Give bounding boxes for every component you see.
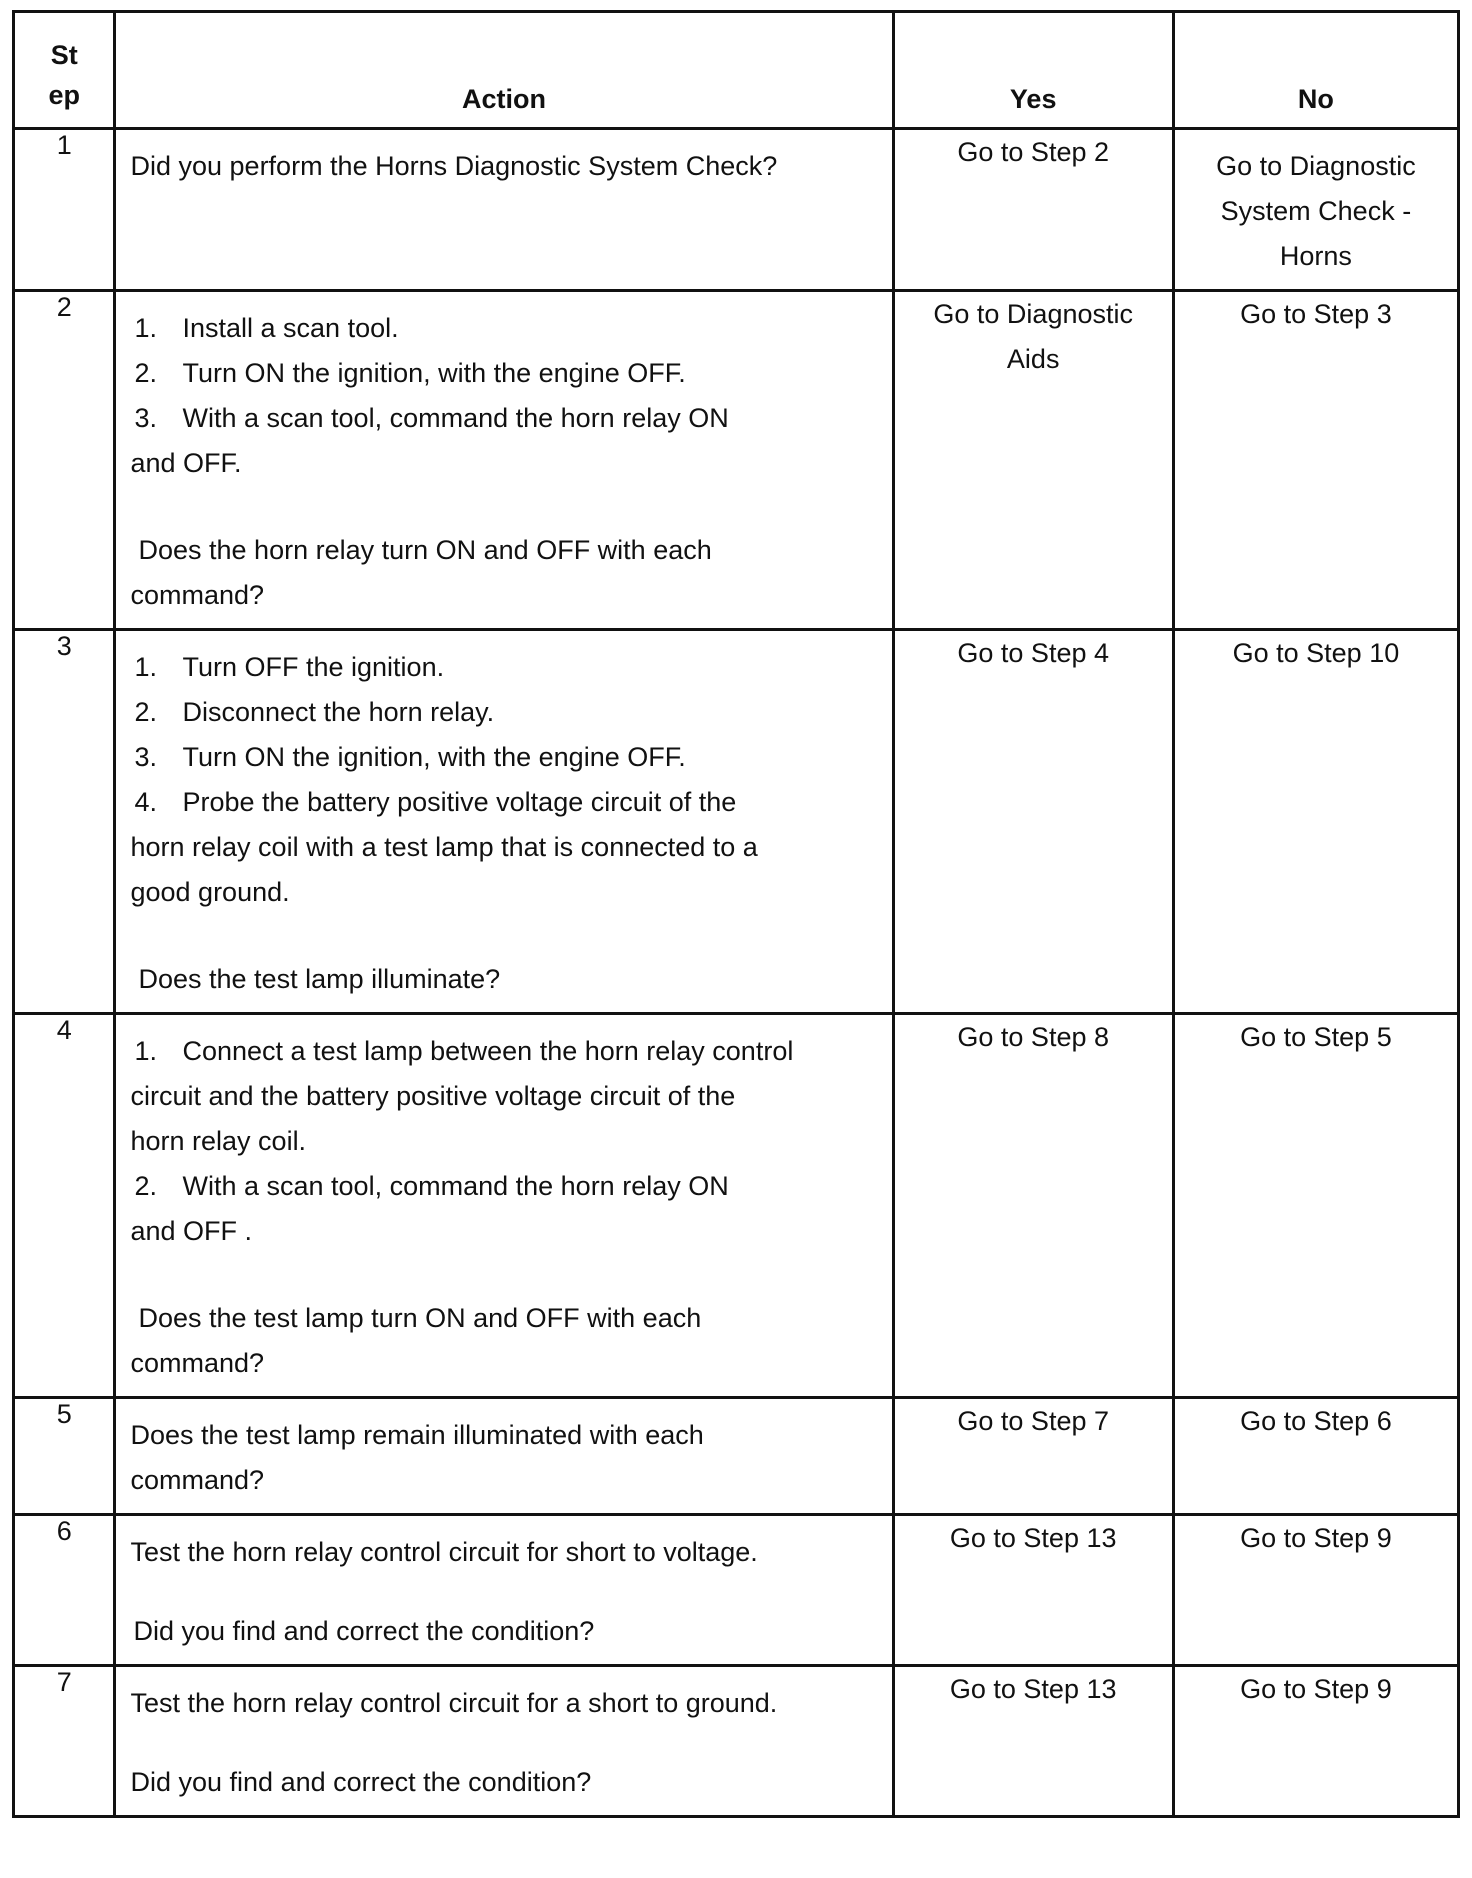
action-cell: Does the test lamp remain illuminated with each command? <box>115 1398 893 1515</box>
step-number: 7 <box>14 1666 115 1817</box>
yes-cell: Go to Step 13 <box>893 1666 1173 1817</box>
yes-header: Yes <box>893 12 1173 129</box>
table-row <box>14 129 1459 291</box>
no-cell: Go to Step 10 <box>1173 630 1458 1014</box>
diagnostic-table <box>12 10 1460 1818</box>
no-cell: Go to Step 3 <box>1173 291 1458 630</box>
action-cell: Test the horn relay control circuit for short to voltage. Did you find and correct the condition? <box>115 1515 893 1666</box>
step-number: 3 <box>14 630 115 1014</box>
yes-cell: Go to Step 13 <box>893 1515 1173 1666</box>
no-cell: Go to Diagnostic System Check - Horns <box>1173 129 1458 291</box>
table-row <box>14 630 1459 1014</box>
table-row <box>14 1666 1459 1817</box>
step-number: 4 <box>14 1014 115 1398</box>
table-row <box>14 291 1459 630</box>
table-row <box>14 1014 1459 1398</box>
action-cell: Did you perform the Horns Diagnostic System Check? <box>115 129 893 291</box>
yes-cell: Go to Step 7 <box>893 1398 1173 1515</box>
step-number: 1 <box>14 129 115 291</box>
yes-cell: Go to Step 4 <box>893 630 1173 1014</box>
no-cell: Go to Step 5 <box>1173 1014 1458 1398</box>
no-cell: Go to Step 6 <box>1173 1398 1458 1515</box>
yes-cell: Go to Step 8 <box>893 1014 1173 1398</box>
yes-cell: Go to Diagnostic Aids <box>893 291 1173 630</box>
action-cell: 1. Install a scan tool. 2. Turn ON the ignition, with the engine OFF. 3. With a scan tool, command the horn relay ON and OFF. Does the horn relay turn ON and OFF with each command? <box>115 291 893 630</box>
step-number: 5 <box>14 1398 115 1515</box>
header-row <box>14 12 1459 129</box>
step-number: 6 <box>14 1515 115 1666</box>
no-cell: Go to Step 9 <box>1173 1666 1458 1817</box>
action-cell: 1. Turn OFF the ignition. 2. Disconnect the horn relay. 3. Turn ON the ignition, with the engine OFF. 4. Probe the battery positive voltage circuit of the horn relay coil with a test lamp that is connected to a good ground. Does the test lamp illuminate? <box>115 630 893 1014</box>
yes-cell: Go to Step 2 <box>893 129 1173 291</box>
action-cell: 1. Connect a test lamp between the horn relay control circuit and the battery positive voltage circuit of the horn relay coil. 2. With a scan tool, command the horn relay ON and OFF . Does the test lamp turn ON and OFF with each command? <box>115 1014 893 1398</box>
step-header: St ep <box>14 12 115 129</box>
no-cell: Go to Step 9 <box>1173 1515 1458 1666</box>
no-header: No <box>1173 12 1458 129</box>
table-row <box>14 1515 1459 1666</box>
step-number: 2 <box>14 291 115 630</box>
table-row <box>14 1398 1459 1515</box>
action-header: Action <box>115 12 893 129</box>
action-cell: Test the horn relay control circuit for a short to ground. Did you find and correct the condition? <box>115 1666 893 1817</box>
